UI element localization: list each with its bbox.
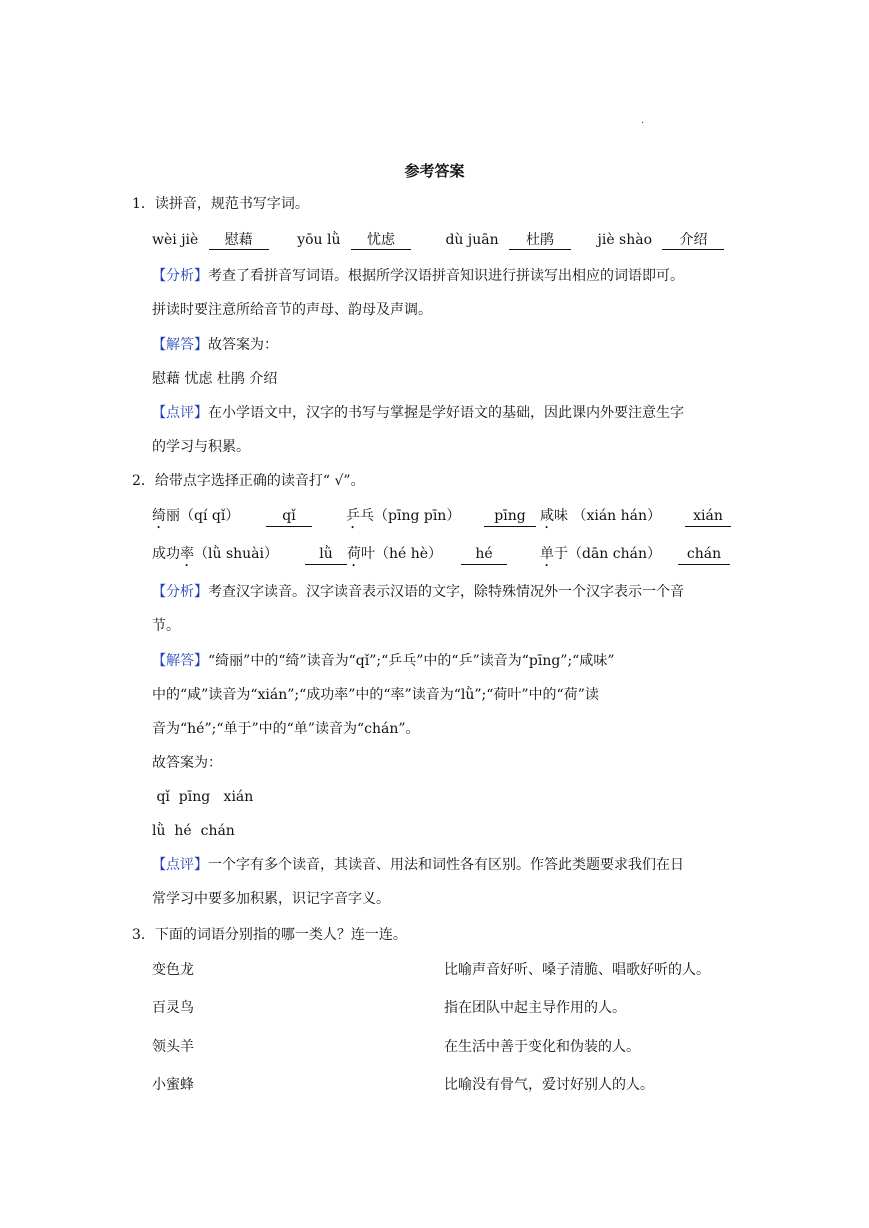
dotted-char: 绮 [152,508,166,524]
q2-answer-blank: pīng [484,506,536,527]
dotted-char: 单 [540,546,554,562]
q2-solution-text-2: 中的“咸”读音为“xián”;“成功率”中的“率”读音为“lǜ”;“荷叶”中的“荷”读 [152,687,599,703]
q3-left-term: 百灵鸟 [152,1000,194,1016]
q1-answer-line: 慰藉 忧虑 杜鹃 介绍 [152,371,278,387]
q1-question: 1．读拼音，规范书写字词。 [132,196,309,212]
q2-analysis-text: 考查汉字读音。汉字读音表示汉语的文字，除特殊情况外一个汉字表示一个音 [208,584,684,600]
q1-analysis [152,266,684,286]
q2-answer-blank: hé [461,544,507,565]
q2-item-prefix: 成功 [152,546,180,562]
q2-solution [152,651,615,671]
q2-analysis [152,582,684,602]
q1-answer-blank: 介绍 [662,231,724,250]
q2-comment-text: 一个字有多个读音，其读音、用法和词性各有区别。作答此类题要求我们在日 [208,857,684,873]
q2-item-options: 丽（qí qǐ） [166,508,240,524]
q2-item-options: 于（dān chán） [554,546,661,562]
q1-pinyin: wèi jiè [152,232,199,248]
q2-item [152,544,278,570]
dotted-char: 率 [180,546,194,562]
q1-answers-row [152,230,724,250]
header-mark: · [641,118,645,129]
q2-item [540,506,661,532]
q1-pinyin: jiè shào [597,232,653,248]
q1-comment-text: 在小学语文中，汉字的书写与掌握是学好语文的基础，因此课内外要注意生字 [208,405,684,421]
q3-left-term: 领头羊 [152,1039,194,1055]
q1-analysis-text: 考查了看拼音写词语。根据所学汉语拼音知识进行拼读写出相应的词语即可。 [208,268,684,284]
q2-item-options: 叶（hé hè） [361,546,443,562]
q2-solution-text-3: 音为“hé”;“单于”中的“单”读音为“chán”。 [152,721,420,737]
q3-right-definition: 指在团队中起主导作用的人。 [444,1000,626,1016]
q3-right-definition: 比喻没有骨气，爱讨好别人的人。 [444,1077,654,1093]
page-title: 参考答案 [404,162,465,180]
dotted-char: 咸 [540,508,554,524]
q2-solution-text-4: 故答案为： [152,755,222,771]
dotted-char: 荷 [347,546,361,562]
q2-item [540,544,661,570]
q2-analysis-text-2: 节。 [152,618,180,634]
q2-item [152,506,239,532]
q2-comment-text-2: 常学习中要多加积累，识记字音字义。 [152,891,390,907]
q1-answer-blank: 慰藉 [209,231,269,250]
q1-comment-text-2: 的学习与积累。 [152,439,250,455]
q1-pinyin: dù juān [445,232,499,248]
q2-item [347,544,442,570]
comment-tag: 【点评】 [152,857,208,873]
q2-item-options: 乓（pīng pīn） [360,508,461,524]
q3-question: 3．下面的词语分别指的哪一类人？连一连。 [132,927,407,943]
q2-answer-line-2: lǜ hé chán [152,823,235,839]
q1-answer-blank: 忧虑 [351,231,411,250]
q2-question: 2．给带点字选择正确的读音打“ √”。 [132,473,365,489]
q3-right-definition: 比喻声音好听、嗓子清脆、唱歌好听的人。 [444,962,710,978]
q1-solution-text: 故答案为： [208,337,278,353]
solution-tag: 【解答】 [152,653,208,669]
q2-answer-blank: xián [685,506,731,527]
q1-comment [152,403,684,423]
q3-left-term: 小蜜蜂 [152,1077,194,1093]
q1-analysis-text-2: 拼读时要注意所给音节的声母、韵母及声调。 [152,302,432,318]
q2-answer-blank: chán [678,544,730,565]
q1-answer-blank: 杜鹃 [509,231,571,250]
q2-answer-line-1: qǐ pīng xián [152,789,254,805]
q1-pinyin: yōu lǜ [297,232,341,248]
dotted-char: 乒 [346,508,360,524]
q2-item-options: 味 （xián hán） [554,508,662,524]
q3-left-term: 变色龙 [152,962,194,978]
analysis-tag: 【分析】 [152,584,208,600]
analysis-tag: 【分析】 [152,268,208,284]
q2-comment [152,855,684,875]
q2-answer-blank: qǐ [266,506,312,527]
q3-right-definition: 在生活中善于变化和伪装的人。 [444,1039,640,1055]
comment-tag: 【点评】 [152,405,208,421]
solution-tag: 【解答】 [152,337,208,353]
q2-answer-blank: lǜ [305,544,347,565]
q2-item [346,506,460,532]
q1-solution [152,335,278,355]
q2-solution-text: “绮丽”中的“绮”读音为“qǐ”;“乒乓”中的“乒”读音为“pīng”;“咸味” [208,653,615,669]
q2-item-options: （lǜ shuài） [194,546,278,562]
